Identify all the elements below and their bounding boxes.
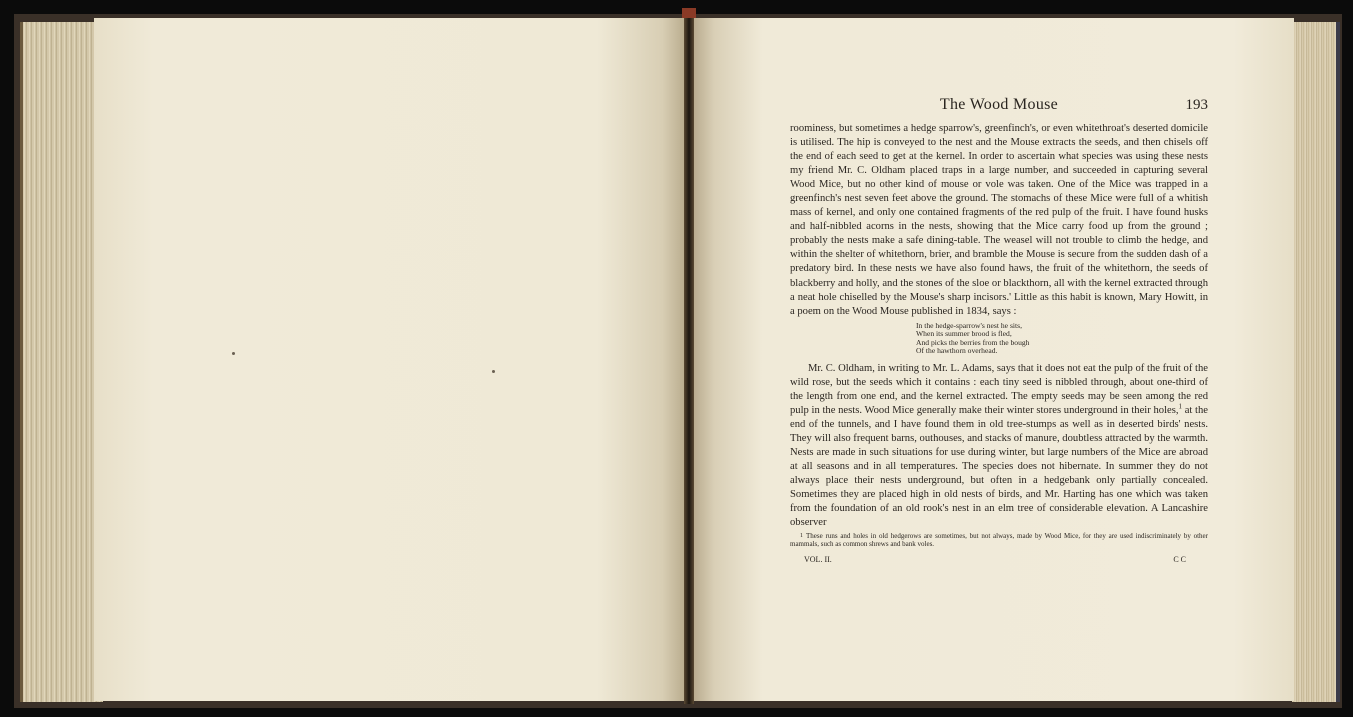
left-page-blank — [94, 18, 686, 701]
footnote-text: These runs and holes in old hedgerows are sometimes, but not always, made by Wood Mice, for they are used indiscriminately by other mammals, such as common shrews and bank voles. — [790, 532, 1208, 549]
body-text — [790, 122, 1208, 530]
left-page-edges — [20, 22, 103, 702]
spine-ribbon — [682, 8, 696, 18]
paper-speck — [232, 352, 235, 355]
signature-mark: C C — [1173, 554, 1186, 564]
footnote-mark: 1 — [800, 533, 803, 540]
paragraph-text: Mr. C. Oldham, in writing to Mr. L. Adams, says that it does not eat the pulp of the fruit of the wild rose, but the seeds which it contains : each tiny seed is nibbled through, about one-third of the length from one end, and the kernel extracted. The empty seeds may be seen among the red pulp in the nests. Wood Mice generally make their winter stores underground in their holes, — [790, 362, 1208, 416]
page-content — [790, 96, 1208, 565]
page-number: 193 — [1185, 97, 1208, 113]
signature-line — [790, 555, 1208, 565]
poem-line: In the hedge-sparrow's nest he sits, — [916, 320, 1022, 330]
paragraph — [790, 362, 1208, 531]
volume-label: VOL. II. — [804, 554, 832, 564]
poem-line: When its summer brood is fled, — [916, 329, 1012, 339]
right-page-edges — [1292, 22, 1340, 702]
paper-speck — [492, 370, 495, 373]
poem-line: Of the hawthorn overhead. — [916, 346, 998, 356]
book-gutter — [684, 12, 694, 704]
footnote — [790, 532, 1208, 548]
poem-quote — [790, 322, 1208, 356]
running-title: The Wood Mouse — [939, 96, 1059, 113]
running-head — [790, 96, 1208, 118]
footnote-reference: 1 — [1178, 402, 1182, 411]
paragraph: roominess, but sometimes a hedge sparrow's, greenfinch's, or even whitethroat's deserted domicile is utilised. The hip is conveyed to the nest and the Mouse extracts the seeds, and then chisels off the end of each seed to get at the kernel. In order to ascertain what species was using these nests my friend Mr. C. Oldham placed traps in a large number, and succeeded in capturing several Wood Mice, but no other kind of mouse or vole was taken. One of the Mice was trapped in a greenfinch's nest seven feet above the ground. The stomachs of these Mice were full of a whitish mass of kernel, and only one contained fragments of the red pulp of the fruit. I have found husks and half-nibbled acorns in the nests, showing that the Mice carry food up from the ground ; probably the nests make a safe dining-table. The weasel will not trouble to climb the hedge, and within the shelter of whitethorn, brier, and bramble the Mouse is secure from the sudden dash of a predatory bird. In these nests we have also found haws, the fruit of the whitethorn, the seeds of blackberry and holly, and the stones of the sloe or blackthorn, all with the kernel extracted through a neat hole chiselled by the Mouse's sharp incisors.' Little as this habit is known, Mary Howitt, in a poem on the Wood Mouse published in 1834, says : — [790, 123, 1208, 317]
poem-line: And picks the berries from the bough — [916, 337, 1030, 347]
paragraph-text: at the end of the tunnels, and I have found them in old tree-stumps as well as in deserted birds' nests. They will also frequent barns, outhouses, and stacks of manure, doubtless attracted by the warmth. Nests are made in such situations for use during winter, but large numbers of the Mice are abroad at all seasons and in all temperatures. The species does not hibernate. In summer they do not always place their nests underground, but often in a hedgebank only partially concealed. Sometimes they are placed high in old nests of birds, and Mr. Harting has one which was taken from the foundation of an old rook's nest in an elm tree of considerable elevation. A Lancashire observer — [790, 404, 1208, 529]
